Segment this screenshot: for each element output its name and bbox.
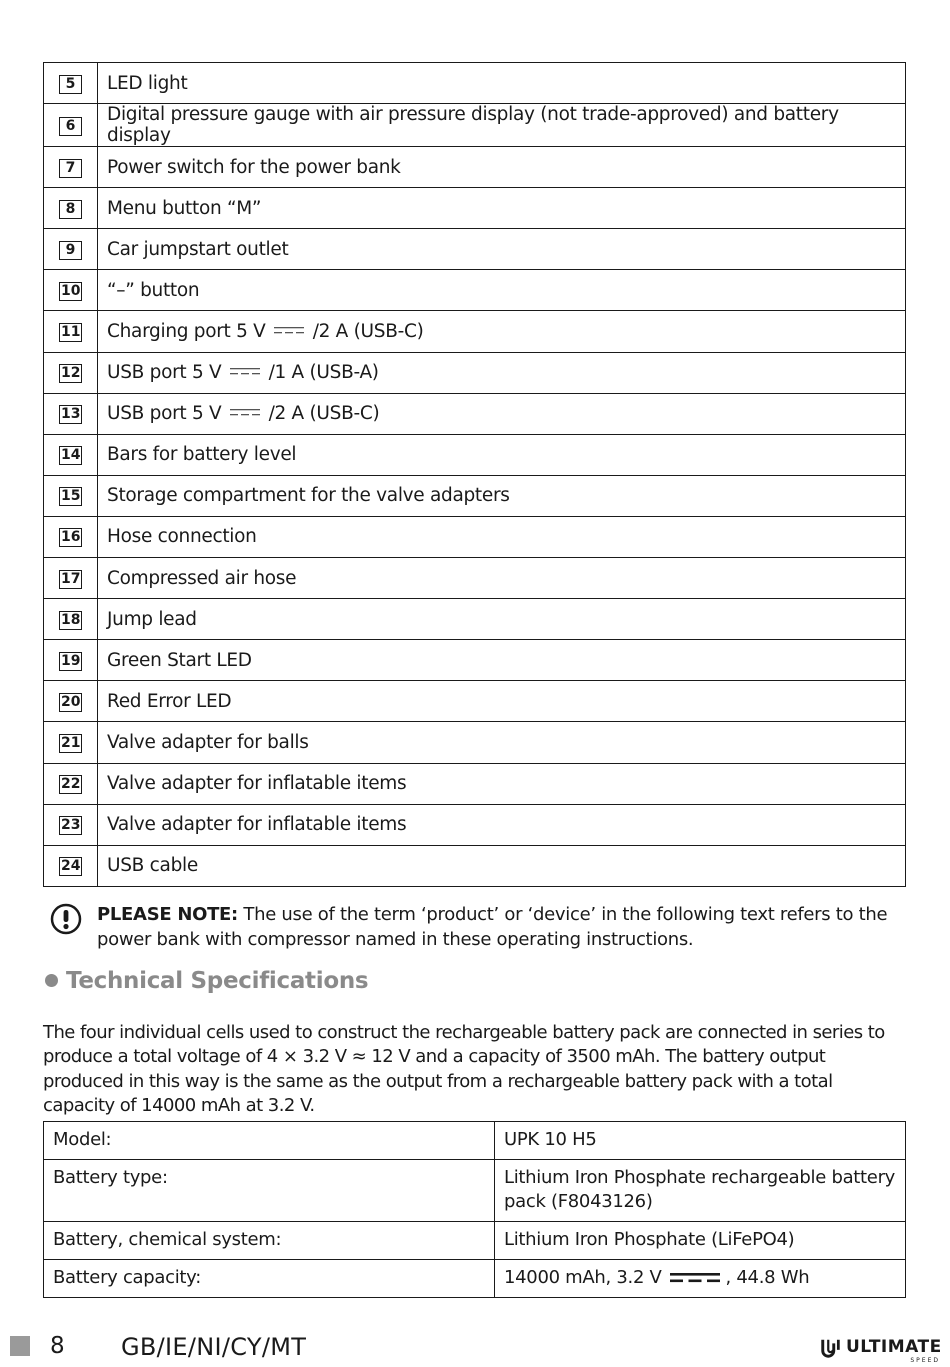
part-number-cell	[44, 311, 98, 352]
spec-value-pre: 14000 mAh, 3.2 V	[504, 1267, 662, 1288]
part-number: 8	[59, 200, 82, 219]
part-number: 22	[61, 776, 81, 793]
part-desc: Menu button “M”	[107, 197, 262, 219]
spec-value	[495, 1260, 906, 1298]
spec-value: UPK 10 H5	[495, 1122, 906, 1160]
part-number: 15	[61, 488, 81, 505]
part-number-cell	[44, 188, 98, 229]
spec-row	[44, 1260, 906, 1298]
page-number: 8	[50, 1333, 65, 1359]
part-number: 5	[59, 75, 82, 94]
part-number-cell	[44, 352, 98, 393]
part-desc-cell	[98, 516, 906, 557]
part-desc: Valve adapter for inflatable items	[107, 773, 407, 795]
spec-row	[44, 1222, 906, 1260]
part-desc-cell	[98, 270, 906, 311]
parts-row	[44, 681, 906, 722]
parts-row	[44, 311, 906, 352]
part-desc-cell	[98, 722, 906, 763]
part-desc-cell	[98, 63, 906, 104]
parts-row	[44, 516, 906, 557]
part-number: 19	[61, 652, 81, 669]
part-number-cell	[44, 516, 98, 557]
part-desc: Charging port 5 V	[107, 321, 266, 343]
part-number-cell	[44, 147, 98, 188]
country-codes: GB/IE/NI/CY/MT	[121, 1333, 307, 1361]
spec-value: Lithium Iron Phosphate rechargeable battery pack (F8043126)	[495, 1160, 906, 1222]
part-desc-cell	[98, 681, 906, 722]
parts-row	[44, 393, 906, 434]
parts-row	[44, 104, 906, 147]
brand-name: ULTIMATE	[846, 1337, 942, 1357]
brand-logo	[820, 1337, 942, 1365]
part-desc: Storage compartment for the valve adapters	[107, 485, 510, 507]
part-desc-cell	[98, 804, 906, 845]
spec-key: Battery, chemical system:	[44, 1222, 495, 1260]
parts-row	[44, 640, 906, 681]
part-number: 24	[61, 858, 81, 875]
note-block	[50, 903, 900, 952]
parts-row	[44, 722, 906, 763]
part-desc-cell	[98, 393, 906, 434]
spec-row	[44, 1122, 906, 1160]
part-number-cell	[44, 804, 98, 845]
part-desc: USB port 5 V	[107, 403, 222, 425]
dc-symbol-icon	[274, 326, 304, 335]
part-desc-cell	[98, 640, 906, 681]
parts-row	[44, 434, 906, 475]
part-number: 12	[61, 365, 81, 382]
part-number-cell	[44, 681, 98, 722]
part-number-cell	[44, 640, 98, 681]
part-number: 16	[61, 529, 81, 546]
part-desc-cell	[98, 558, 906, 599]
part-number-cell	[44, 63, 98, 104]
dc-symbol-icon	[230, 367, 260, 376]
part-desc: Bars for battery level	[107, 444, 297, 466]
bullet-icon	[45, 974, 58, 987]
part-number-cell	[44, 434, 98, 475]
parts-row	[44, 804, 906, 845]
part-number-cell	[44, 229, 98, 270]
note-body: The use of the term ‘product’ or ‘device’ in the following text refers to the power bank with compressor named in these operating instructions.	[97, 904, 888, 950]
part-desc: Green Start LED	[107, 649, 252, 671]
parts-row	[44, 229, 906, 270]
spec-key: Model:	[44, 1122, 495, 1160]
part-desc: Valve adapter for balls	[107, 731, 309, 753]
part-desc-cell	[98, 434, 906, 475]
part-desc: Jump lead	[107, 608, 197, 630]
dc-symbol-icon	[670, 1272, 720, 1283]
part-desc: USB port 5 V	[107, 362, 222, 384]
parts-table	[43, 62, 906, 887]
part-desc-cell	[98, 311, 906, 352]
note-text	[50, 903, 900, 952]
parts-row	[44, 599, 906, 640]
part-desc-cell	[98, 763, 906, 804]
spec-key: Battery type:	[44, 1160, 495, 1222]
exclamation-icon	[50, 903, 82, 935]
parts-row	[44, 558, 906, 599]
part-desc: Car jumpstart outlet	[107, 238, 289, 260]
part-desc-cell	[98, 188, 906, 229]
part-desc: Red Error LED	[107, 690, 232, 712]
part-desc-suffix: /2 A (USB-C)	[312, 321, 424, 343]
part-number: 20	[61, 693, 81, 710]
part-number: 17	[61, 570, 81, 587]
part-desc: Power switch for the power bank	[107, 156, 401, 178]
parts-row	[44, 352, 906, 393]
part-desc: Hose connection	[107, 526, 257, 548]
brand-sub: SPEED	[910, 1357, 940, 1364]
parts-row	[44, 188, 906, 229]
part-desc-suffix: /2 A (USB-C)	[268, 403, 380, 425]
specs-table	[43, 1121, 906, 1298]
parts-row	[44, 270, 906, 311]
part-desc-cell	[98, 845, 906, 886]
part-desc: Compressed air hose	[107, 567, 297, 589]
section-title: Technical Specifications	[66, 968, 369, 994]
brand-mark-icon	[820, 1337, 842, 1359]
part-desc: Digital pressure gauge with air pressure display (not trade-approved) and battery display	[107, 104, 839, 147]
part-desc-cell	[98, 599, 906, 640]
parts-row	[44, 147, 906, 188]
part-number-cell	[44, 475, 98, 516]
parts-row	[44, 63, 906, 104]
spec-key: Battery capacity:	[44, 1260, 495, 1298]
part-desc: “–” button	[107, 279, 200, 301]
part-number: 18	[61, 611, 81, 628]
note-label: PLEASE NOTE:	[97, 904, 238, 925]
parts-row	[44, 845, 906, 886]
part-number: 7	[59, 159, 82, 178]
part-number: 21	[61, 734, 81, 751]
spec-row	[44, 1160, 906, 1222]
parts-row	[44, 475, 906, 516]
part-desc: Valve adapter for inflatable items	[107, 814, 407, 836]
part-number-cell	[44, 599, 98, 640]
parts-row	[44, 763, 906, 804]
spec-value-post: , 44.8 Wh	[725, 1267, 810, 1288]
part-desc-cell	[98, 229, 906, 270]
part-number: 10	[61, 282, 81, 299]
part-number-cell	[44, 763, 98, 804]
body-paragraph: The four individual cells used to construct the rechargeable battery pack are connected in series to produce a total voltage of 4 × 3.2 V ≈ 12 V and a capacity of 3500 mAh. The battery output produced in this way is the same as the output from a rechargeable battery pack with a total capacity of 14000 mAh at 3.2 V.	[43, 1022, 885, 1116]
part-number-cell	[44, 270, 98, 311]
dc-symbol-icon	[230, 408, 260, 417]
part-desc-cell	[98, 352, 906, 393]
part-desc-cell	[98, 147, 906, 188]
part-number: 11	[61, 324, 81, 341]
part-number: 13	[61, 406, 81, 423]
part-number-cell	[44, 558, 98, 599]
part-desc-cell	[98, 104, 906, 147]
part-number-cell	[44, 104, 98, 147]
part-number-cell	[44, 845, 98, 886]
part-number: 6	[59, 117, 82, 136]
section-heading	[45, 968, 368, 994]
spec-value: Lithium Iron Phosphate (LiFePO4)	[495, 1222, 906, 1260]
part-desc: LED light	[107, 72, 188, 94]
part-number: 23	[61, 817, 81, 834]
part-desc-cell	[98, 475, 906, 516]
part-number: 9	[59, 241, 82, 260]
part-number-cell	[44, 722, 98, 763]
part-desc-suffix: /1 A (USB-A)	[268, 362, 379, 384]
footer-square	[10, 1336, 30, 1356]
part-desc: USB cable	[107, 855, 198, 877]
part-number: 14	[61, 447, 81, 464]
part-number-cell	[44, 393, 98, 434]
